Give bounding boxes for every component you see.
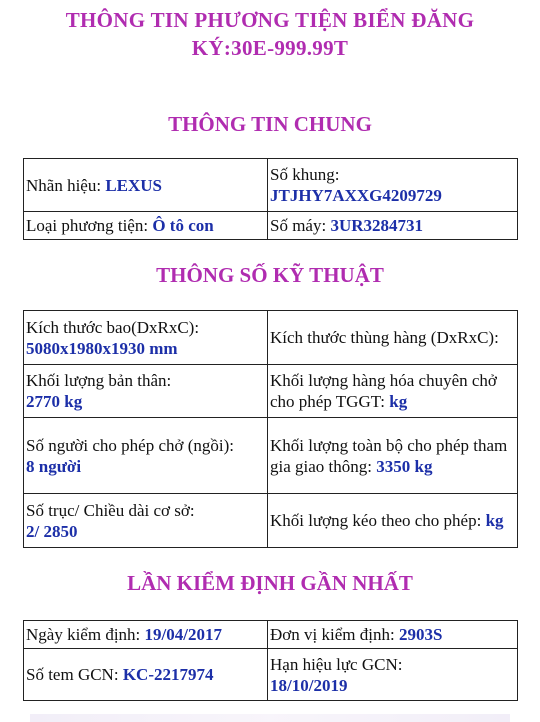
inspection-unit-value: 2903S [398, 625, 443, 644]
page-title [0, 6, 540, 62]
seats-cell [24, 418, 268, 494]
gross-weight-value: 3350 kg [376, 456, 433, 476]
axles-label: Số trục/ Chiều dài cơ sở: [26, 500, 195, 520]
cargo-dim-cell [268, 311, 518, 365]
inspection-unit-label: Đơn vị kiểm định: [270, 625, 399, 644]
table-row [24, 494, 518, 548]
cargo-weight-cell [268, 365, 518, 418]
cargo-weight-value: kg [389, 392, 408, 411]
section-tech-heading: THÔNG SỐ KỸ THUẬT [156, 263, 384, 287]
axles-cell [24, 494, 268, 548]
inspection-date-cell [24, 621, 268, 649]
chassis-cell [268, 159, 518, 212]
dimensions-label: Kích thước bao(DxRxC): [26, 317, 200, 337]
title-line-1: THÔNG TIN PHƯƠNG TIỆN BIỂN ĐĂNG [65, 8, 475, 32]
curb-weight-label: Khối lượng bản thân: [26, 371, 172, 390]
dimensions-value: 5080x1980x1930 mm [26, 338, 178, 358]
table-row [24, 365, 518, 418]
brand-value: LEXUS [105, 175, 163, 195]
cargo-weight-label: Khối lượng hàng hóa chuyên chở cho phép TGGT: [270, 371, 497, 411]
tow-weight-label: Khối lượng kéo theo cho phép: [270, 511, 486, 530]
gross-weight-cell [268, 418, 518, 494]
stamp-label: Số tem GCN: [26, 665, 123, 684]
vehicle-type-cell [24, 212, 268, 240]
vehicle-type-value: Ô tô con [152, 216, 214, 235]
table-row [24, 649, 518, 701]
chassis-value: JTJHY7AXXG4209729 [270, 186, 442, 205]
brand-cell [24, 159, 268, 212]
chassis-label: Số khung: [270, 165, 340, 184]
tech-specs-table [23, 310, 518, 548]
general-info-table [23, 158, 518, 240]
inspection-date-value: 19/04/2017 [144, 625, 222, 644]
cargo-dim-label: Kích thước thùng hàng (DxRxC): [270, 328, 499, 347]
table-row [24, 159, 518, 212]
table-row [24, 212, 518, 240]
expiry-value: 18/10/2019 [270, 675, 348, 695]
curb-weight-value: 2770 kg [26, 392, 83, 411]
tow-weight-value: kg [485, 511, 504, 530]
cropped-footer-strip [30, 714, 510, 722]
section-general-heading: THÔNG TIN CHUNG [168, 112, 372, 136]
table-row [24, 311, 518, 365]
seats-value: 8 người [26, 456, 82, 476]
table-row [24, 621, 518, 649]
section-inspection-heading: LẦN KIỂM ĐỊNH GẦN NHẤT [127, 571, 413, 595]
axles-value: 2/ 2850 [26, 521, 78, 541]
dimensions-cell [24, 311, 268, 365]
inspection-table [23, 620, 518, 701]
tow-weight-cell [268, 494, 518, 548]
table-row [24, 418, 518, 494]
seats-label: Số người cho phép chở (ngồi): [26, 435, 235, 455]
engine-cell [268, 212, 518, 240]
engine-value: 3UR3284731 [330, 216, 424, 235]
curb-weight-cell [24, 365, 268, 418]
engine-label: Số máy: [270, 216, 331, 235]
vehicle-type-label: Loại phương tiện: [26, 216, 153, 235]
brand-label: Nhãn hiệu: [26, 175, 106, 195]
title-line-2: KÝ:30E-999.99T [191, 36, 349, 60]
expiry-cell [268, 649, 518, 701]
gross-weight-label: Khối lượng toàn bộ cho phép tham gia giao thông: [270, 435, 508, 476]
stamp-cell [24, 649, 268, 701]
inspection-unit-cell [268, 621, 518, 649]
inspection-date-label: Ngày kiểm định: [26, 625, 145, 644]
expiry-label: Hạn hiệu lực GCN: [270, 654, 403, 674]
stamp-value: KC-2217974 [122, 665, 214, 684]
